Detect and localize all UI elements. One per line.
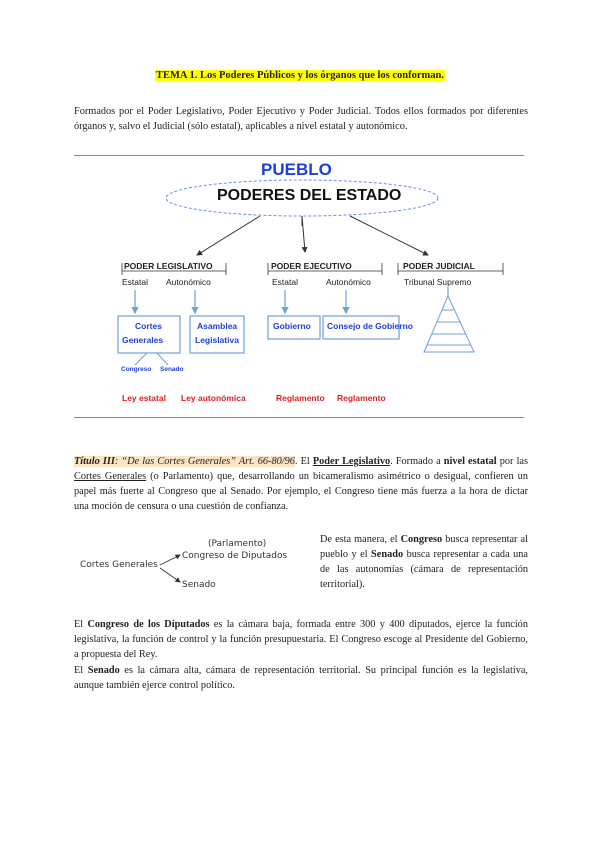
arrow-judicial bbox=[350, 216, 428, 255]
intro-paragraph: Formados por el Poder Legislativo, Poder Ejecutivo y Poder Judicial. Todos ellos formados por diferentes órganos y, salvo el Judicial (sólo estatal), aplicables a nivel estatal y autonómico. bbox=[74, 106, 528, 132]
reglamento-estatal: Reglamento bbox=[276, 393, 325, 403]
sketch-parlamento: (Parlamento) bbox=[208, 539, 267, 549]
cortes-line1: Cortes bbox=[135, 321, 162, 331]
gobierno-label: Gobierno bbox=[273, 321, 311, 331]
asamblea-line2: Legislativa bbox=[195, 335, 239, 345]
divider-bottom bbox=[74, 417, 524, 418]
titulo-paragraph: Título III: “De las Cortes Generales” Art. 66-80/96. El Poder Legislativo. Formado a nivel estatal por las Cortes Generales (o Parlamento) que, desarrollando un bicameralismo asimétrico o desigual, confieren un papel más fuerte al Congreso que al Senado. Por ejemplo, el Congreso tiene más fuerza a la hora de dictar una moción de censura o una cuestión de confianza. bbox=[74, 456, 529, 512]
ejecutivo-autonomico: Autonómico bbox=[326, 277, 371, 287]
arrow-legislativo bbox=[197, 216, 260, 255]
pueblo-label: PUEBLO bbox=[261, 160, 332, 179]
asamblea-line1: Asamblea bbox=[197, 321, 238, 331]
judicial-label: PODER JUDICIAL bbox=[403, 261, 475, 271]
sketch-congreso: Congreso de Diputados bbox=[182, 551, 288, 561]
senado-label: Senado bbox=[160, 366, 184, 373]
ejecutivo-label: PODER EJECUTIVO bbox=[271, 261, 352, 271]
side-paragraph: De esta manera, el Congreso busca representar al pueblo y el Senado busca representar a cada una de las autonomías (cámara de representación territorial). bbox=[320, 534, 528, 590]
cortes-line2: Generales bbox=[122, 335, 164, 345]
arrow-ejecutivo bbox=[302, 216, 305, 252]
congreso-label: Congreso bbox=[121, 366, 152, 373]
reglamento-autonomico: Reglamento bbox=[337, 393, 386, 403]
consejo-label: Consejo de Gobierno bbox=[327, 321, 413, 331]
pyramid-icon bbox=[424, 287, 474, 352]
legislativo-autonomico: Autonómico bbox=[166, 277, 211, 287]
congreso-paragraph: El Congreso de los Diputados es la cámara baja, formada entre 300 y 400 diputados, ejerce la función legislativa, la función de control y la función presupuestaria. El Congreso escoge al Presidente del Gobierno, a propuesta del Rey. bbox=[74, 619, 528, 660]
legislativo-label: PODER LEGISLATIVO bbox=[124, 261, 213, 271]
tribunal-supremo: Tribunal Supremo bbox=[404, 277, 472, 287]
sketch-senado: Senado bbox=[182, 580, 216, 590]
ley-autonomica: Ley autonómica bbox=[181, 393, 246, 403]
legislativo-estatal: Estatal bbox=[122, 277, 148, 287]
ejecutivo-estatal: Estatal bbox=[272, 277, 298, 287]
ley-estatal: Ley estatal bbox=[122, 393, 166, 403]
sketch-cortes: Cortes Generales bbox=[80, 560, 158, 570]
poderes-label: PODERES DEL ESTADO bbox=[217, 187, 402, 204]
page-title: TEMA 1. Los Poderes Públicos y los órganos que los conforman. bbox=[156, 70, 444, 81]
senado-paragraph: El Senado es la cámara alta, cámara de representación territorial. Su principal función es la legislativa, aunque también ejerce control político. bbox=[74, 665, 528, 691]
